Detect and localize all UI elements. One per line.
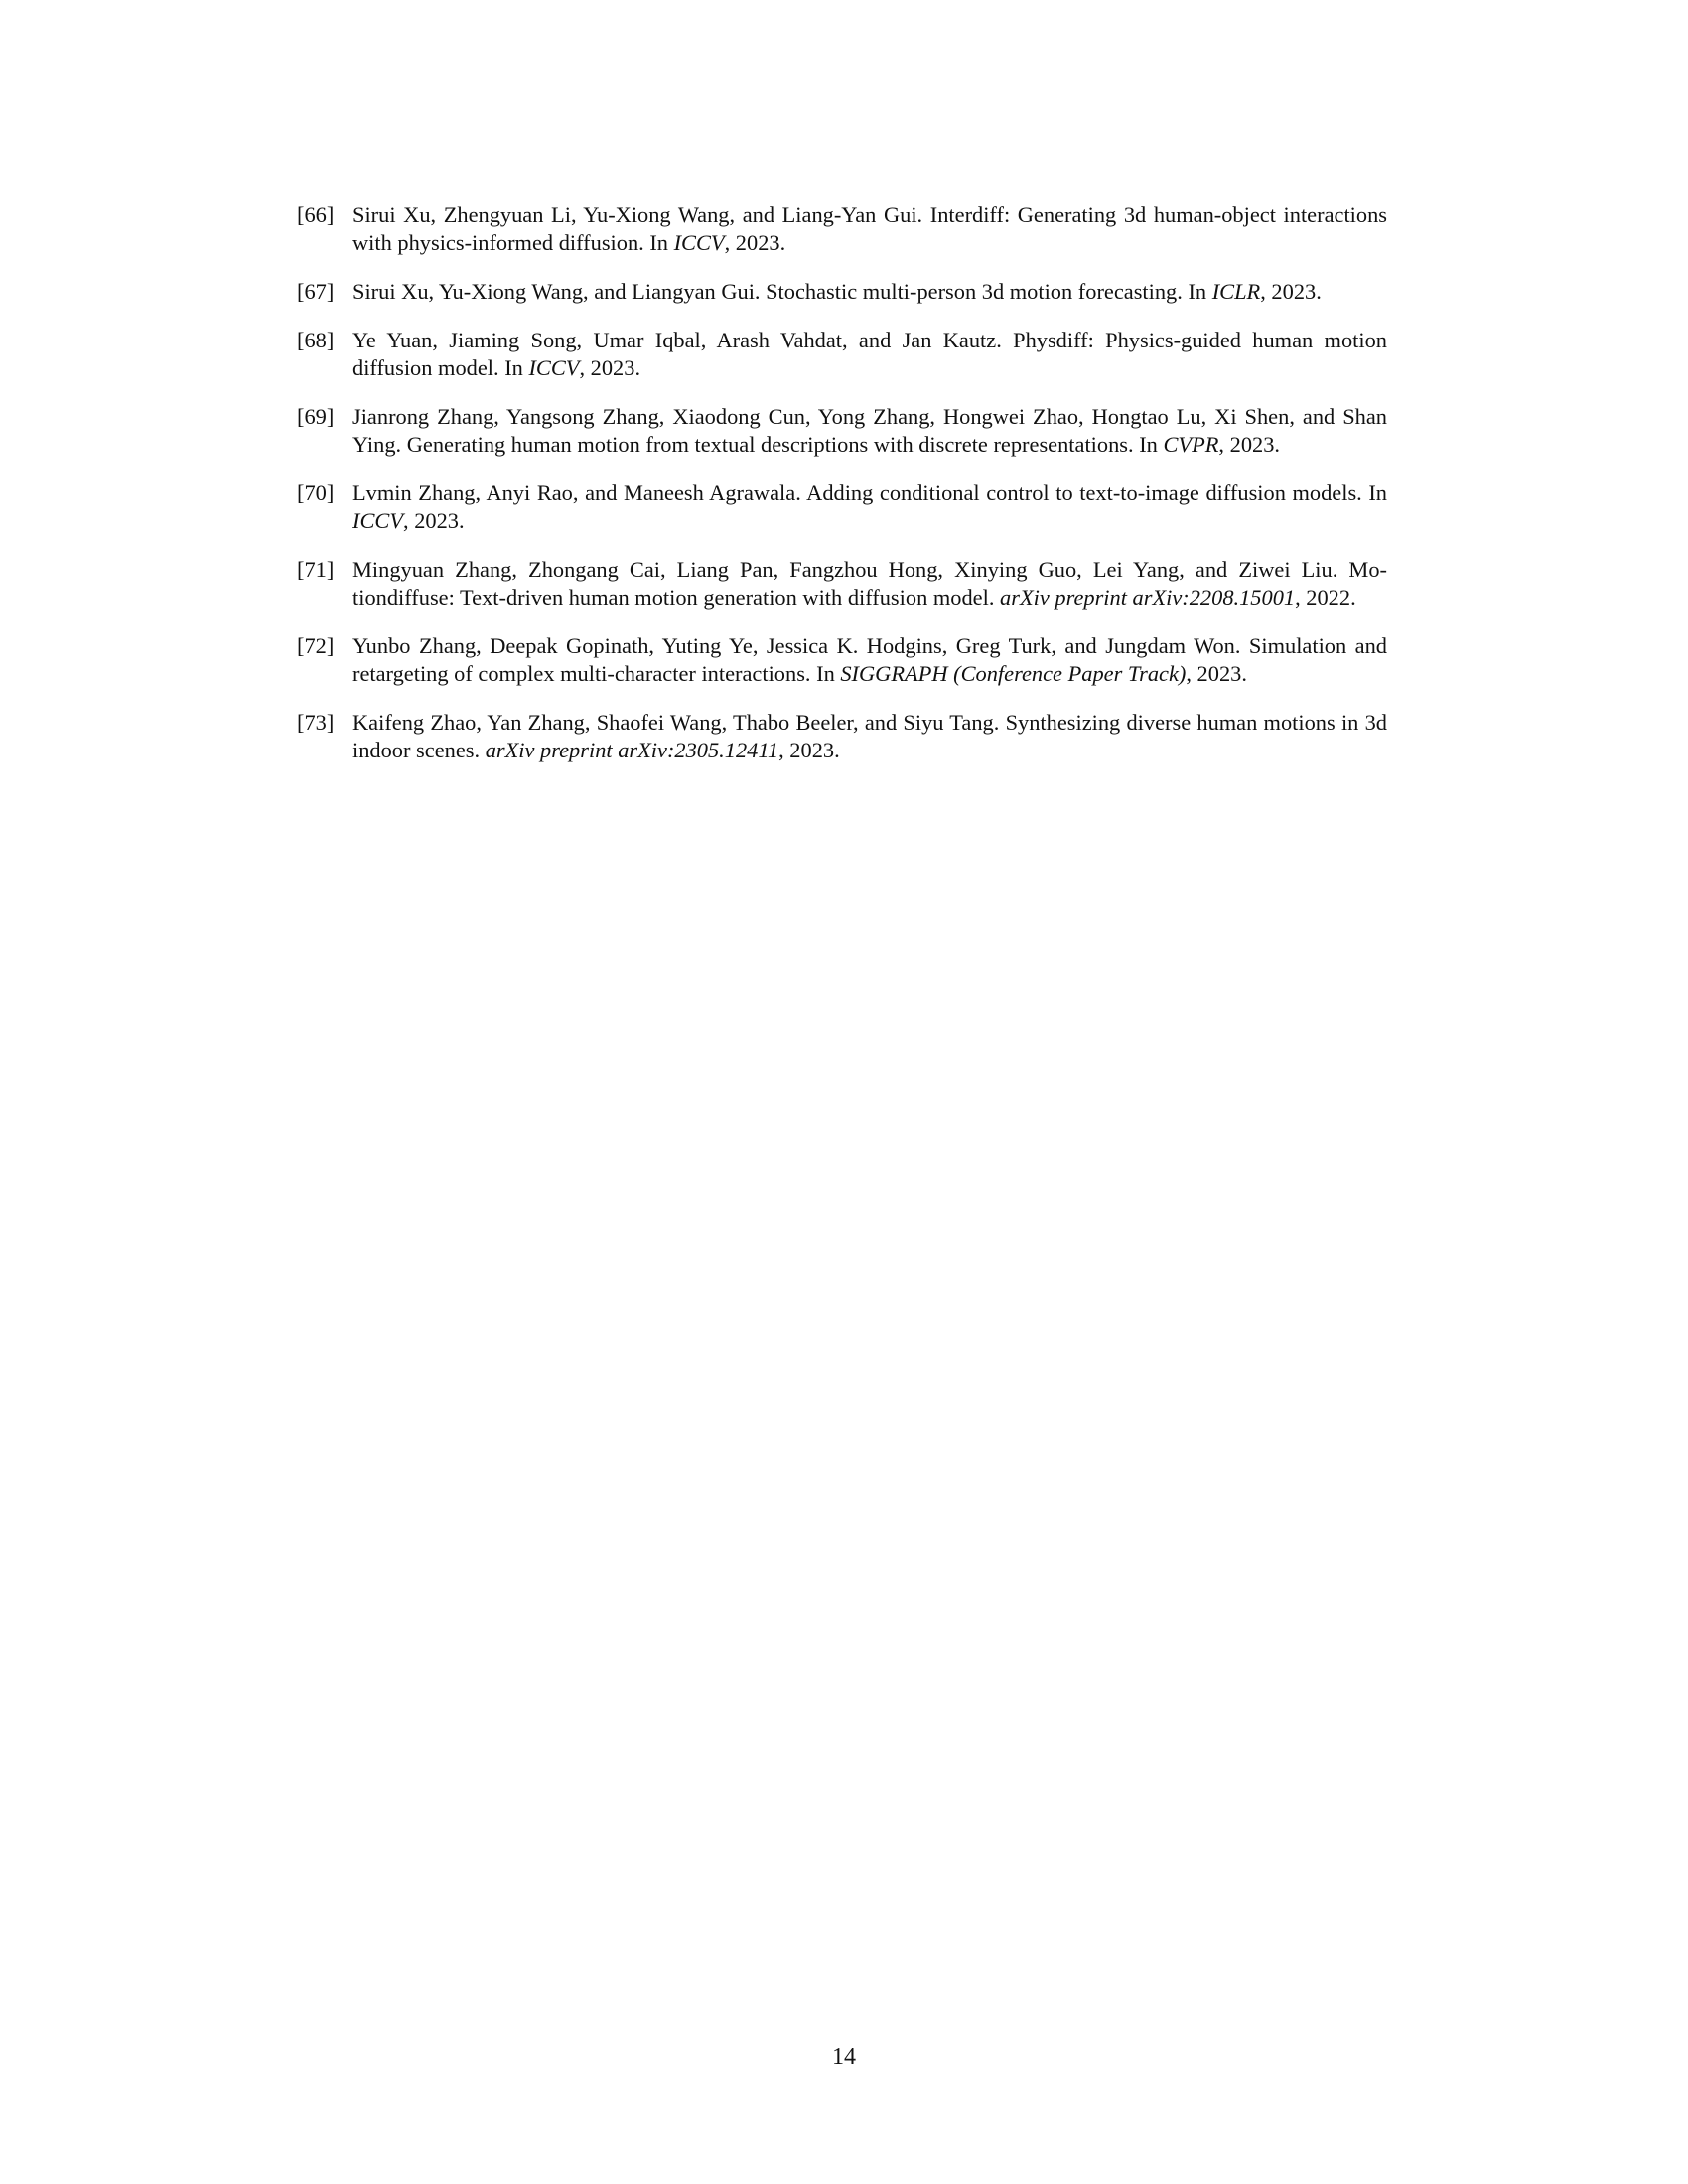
reference-number: [70] xyxy=(297,480,335,505)
reference-item xyxy=(297,632,1387,688)
reference-text: Kaifeng Zhao, Yan Zhang, Shaofei Wang, Thabo Beeler, and Siyu Tang. Synthesizing diverse human motions in 3d indoor scenes. arXiv preprint arXiv:2305.12411, 2023. xyxy=(352,710,1387,762)
reference-number: [69] xyxy=(297,404,335,429)
reference-list xyxy=(297,202,1387,785)
reference-item xyxy=(297,327,1387,382)
reference-number: [67] xyxy=(297,279,335,304)
reference-number: [66] xyxy=(297,203,335,227)
reference-item xyxy=(297,278,1387,306)
reference-number: [68] xyxy=(297,328,335,352)
reference-item xyxy=(297,479,1387,535)
reference-item xyxy=(297,403,1387,459)
reference-number: [73] xyxy=(297,710,335,735)
reference-text: Ye Yuan, Jiaming Song, Umar Iqbal, Arash Vahdat, and Jan Kautz. Physdiff: Physics-guided human motion diffusion model. In ICCV, 2023. xyxy=(352,328,1387,380)
reference-text: Mingyuan Zhang, Zhongang Cai, Liang Pan, Fangzhou Hong, Xinying Guo, Lei Yang, and Ziwei Liu. Motiondiffuse: Text-driven human motion generation with diffusion model. arXiv preprint arXiv:2208.15001, 2022. xyxy=(352,557,1387,610)
reference-item xyxy=(297,709,1387,764)
page-number: 14 xyxy=(832,2044,856,2070)
reference-item xyxy=(297,202,1387,257)
reference-text: Lvmin Zhang, Anyi Rao, and Maneesh Agrawala. Adding conditional control to text-to-image diffusion models. In ICCV, 2023. xyxy=(352,480,1387,533)
reference-text: Sirui Xu, Zhengyuan Li, Yu-Xiong Wang, and Liang-Yan Gui. Interdiff: Generating 3d human-object interactions with physics-informed diffusion. In ICCV, 2023. xyxy=(352,203,1387,255)
reference-number: [71] xyxy=(297,557,335,582)
reference-text: Yunbo Zhang, Deepak Gopinath, Yuting Ye, Jessica K. Hodgins, Greg Turk, and Jungdam Won. Simulation and retargeting of complex multi-character interactions. In SIGGRAPH (Conference Paper Track), 2023. xyxy=(352,633,1387,686)
reference-number: [72] xyxy=(297,633,335,658)
reference-item xyxy=(297,556,1387,612)
reference-text: Sirui Xu, Yu-Xiong Wang, and Liangyan Gui. Stochastic multi-person 3d motion forecasting. In ICLR, 2023. xyxy=(352,279,1322,304)
reference-text: Jianrong Zhang, Yangsong Zhang, Xiaodong Cun, Yong Zhang, Hongwei Zhao, Hongtao Lu, Xi Shen, and Shan Ying. Generating human motion from textual descriptions with discrete representations. In CVPR, 2023. xyxy=(352,404,1387,457)
